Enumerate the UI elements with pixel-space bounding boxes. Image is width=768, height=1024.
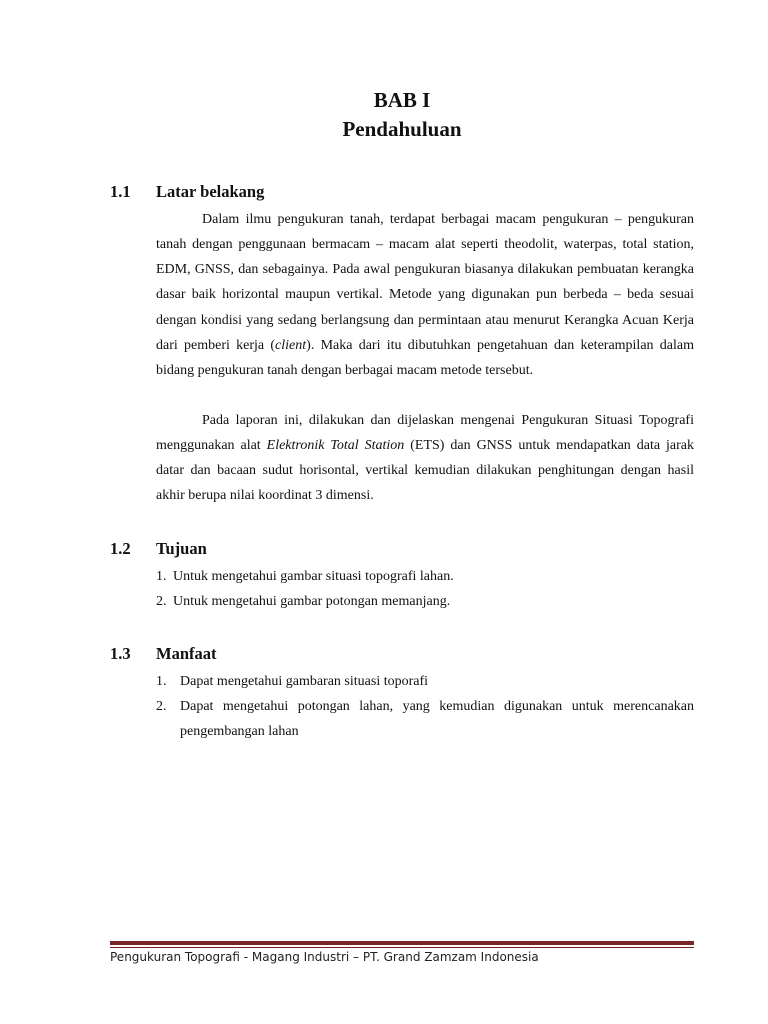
paragraph-text: (ETS) dan GNSS untuk mendapatkan data jarak datar dan bacaan sudut horisontal, vertikal kemudian dilakukan penghitungan dengan hasil akhir berupa nilai koordinat 3 dimensi. (156, 438, 694, 504)
paragraph-report-scope (156, 408, 694, 509)
list-text: Dapat mengetahui gambaran situasi toporafi (180, 674, 429, 689)
section-title: Manfaat (156, 644, 217, 663)
list-text: Untuk mengetahui gambar situasi topografi lahan. (173, 569, 454, 584)
list-text: Untuk mengetahui gambar potongan memanjang. (173, 594, 451, 609)
chapter-title: Pendahuluan (342, 117, 462, 141)
footer-text: Pengukuran Topografi - Magang Industri – PT. Grand Zamzam Indonesia (110, 950, 539, 964)
list-number: 1. (156, 569, 167, 584)
list-number: 2. (156, 699, 167, 714)
list-text: Dapat mengetahui potongan lahan, yang kemudian digunakan untuk merencanakan pengembangan lahan (180, 699, 694, 739)
chapter-number: BAB I (373, 88, 431, 112)
section-number: 1.3 (110, 644, 131, 663)
paragraph-text: Pada laporan ini, dilakukan dan dijelaskan mengenai Pengukuran Situasi Topografi menggunakan alat (156, 413, 694, 454)
paragraph-text: Dalam ilmu pengukuran tanah, terdapat berbagai macam pengukuran – pengukuran tanah dengan penggunaan bermacam – macam alat seperti theodolit, waterpas, total station, EDM, GNSS, dan sebagainya. Pada awal pengukuran biasanya dilakukan pembuatan kerangka dasar baik horizontal maupun vertikal. Metode yang digunakan pun berbeda – beda sesuai dengan kondisi yang sedang berlangsung dan permintaan atau menurut Kerangka Acuan Kerja dari pemberi kerja ( (156, 212, 694, 353)
section-title: Tujuan (156, 539, 207, 558)
paragraph-background (156, 207, 694, 383)
list-number: 1. (156, 674, 167, 689)
list-number: 2. (156, 594, 167, 609)
section-title: Latar belakang (156, 182, 265, 201)
paragraph-text: ). Maka dari itu dibutuhkan pengetahuan dan keterampilan dalam bidang pengukuran tanah dengan berbagai macam metode tersebut. (156, 337, 694, 378)
section-number: 1.2 (110, 539, 131, 558)
footer-rule-thick (110, 941, 694, 945)
italic-term: client (275, 337, 307, 353)
section-number: 1.1 (110, 182, 131, 201)
italic-term: Elektronik Total Station (266, 438, 405, 454)
